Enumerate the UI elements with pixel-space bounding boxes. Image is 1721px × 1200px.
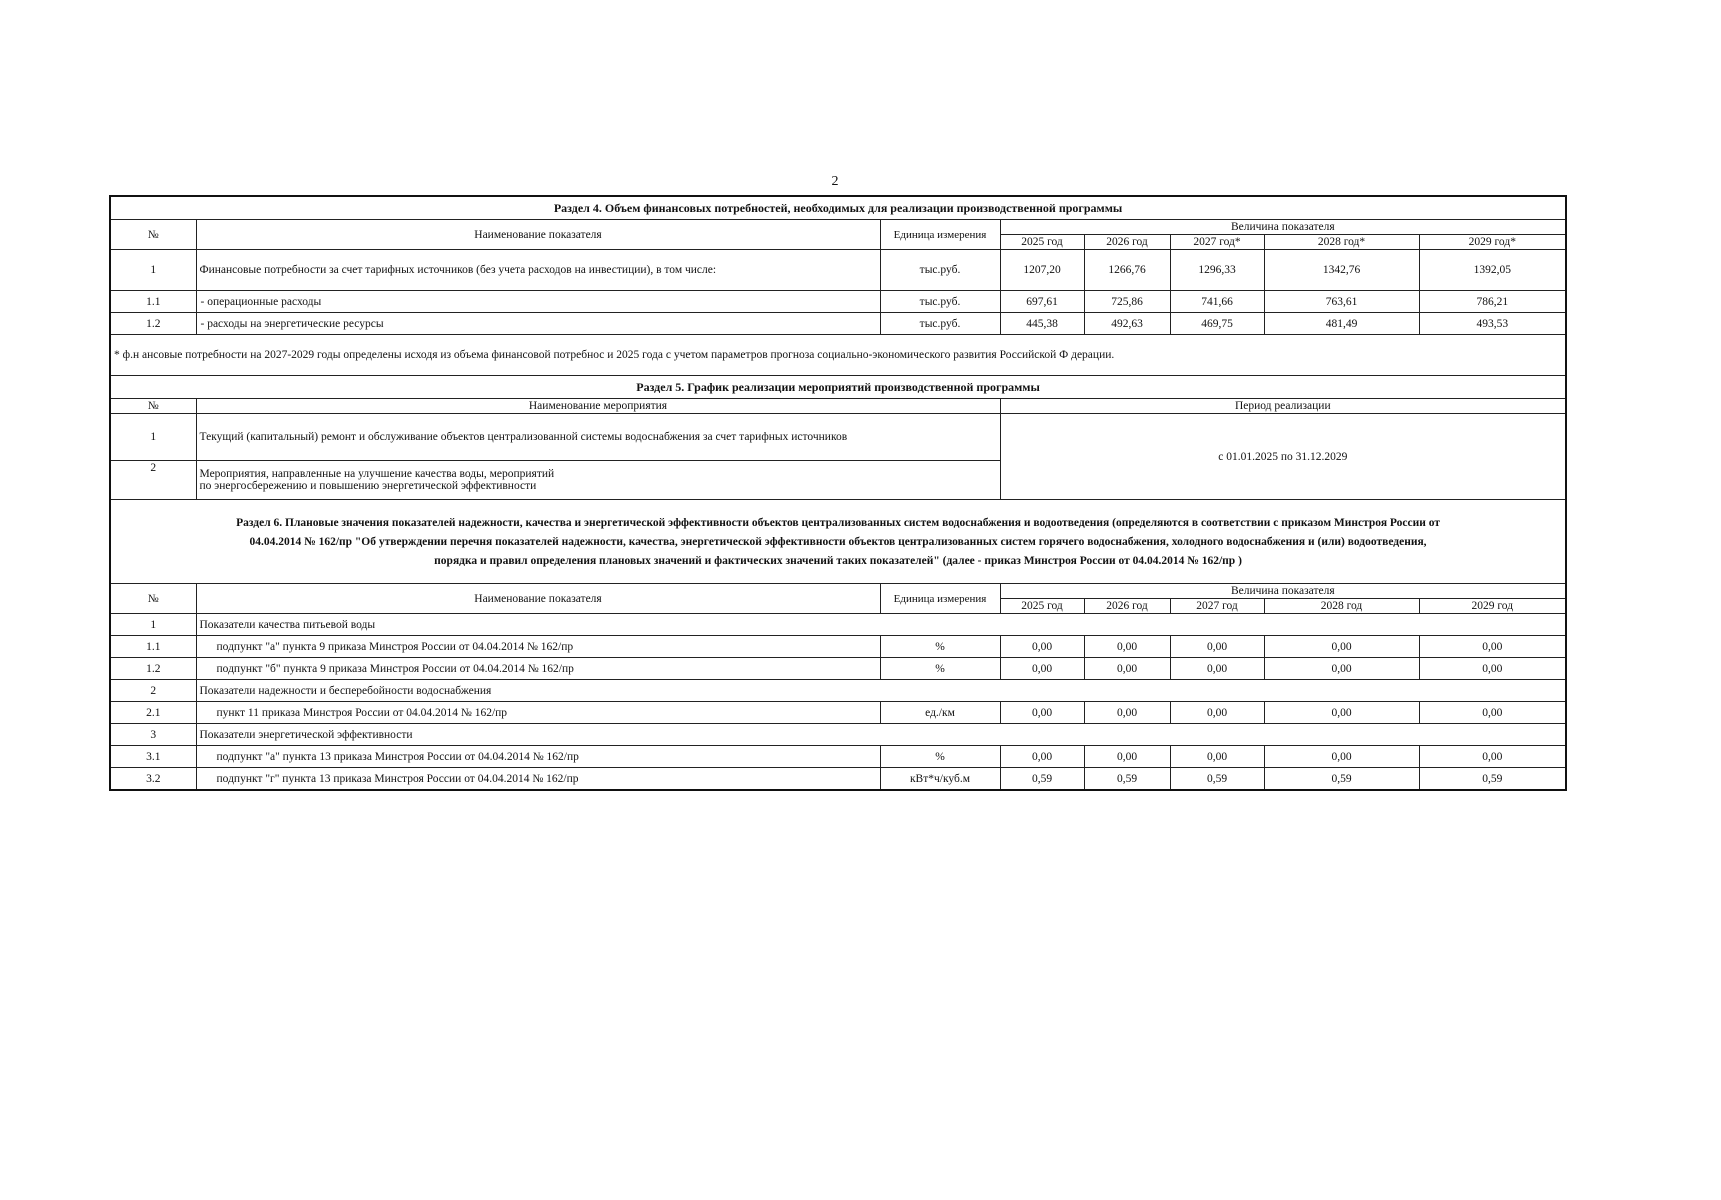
year-header: 2025 год: [1000, 235, 1084, 250]
row-value: 469,75: [1170, 313, 1264, 335]
group-row: [110, 724, 1566, 746]
group-name: Показатели надежности и бесперебойности водоснабжения: [196, 680, 1566, 702]
event-name-line: Мероприятия, направленные на улучшение качества воды, мероприятий: [199, 468, 555, 480]
group-row: [110, 680, 1566, 702]
row-num: 1.2: [110, 313, 196, 335]
row-value: 1296,33: [1170, 250, 1264, 291]
section6-title-line: Раздел 6. Плановые значения показателей надежности, качества и энергетической эффективности объектов централизованных систем водоснабжения и водоотведения (определяются в соответствии с приказом Минстроя России от: [236, 517, 1440, 529]
row-value: 0,00: [1170, 702, 1264, 724]
row-value: 0,00: [1170, 746, 1264, 768]
row-unit: кВт*ч/куб.м: [880, 768, 1000, 791]
row-name: подпункт "а" пункта 13 приказа Минстроя России от 04.04.2014 № 162/пр: [196, 746, 880, 768]
row-value: 0,00: [1000, 746, 1084, 768]
year-header: 2027 год*: [1170, 235, 1264, 250]
row-name: - расходы на энергетические ресурсы: [196, 313, 880, 335]
row-num: 3.1: [110, 746, 196, 768]
row-name: подпункт "а" пункта 9 приказа Минстроя России от 04.04.2014 № 162/пр: [196, 636, 880, 658]
row-unit: ед./км: [880, 702, 1000, 724]
row-num: 3.2: [110, 768, 196, 791]
row-value: 0,59: [1084, 768, 1170, 791]
row-unit: тыс.руб.: [880, 313, 1000, 335]
row-value: 0,00: [1264, 636, 1419, 658]
event-name: Текущий (капитальный) ремонт и обслуживание объектов централизованной системы водоснабжения за счет тарифных источников: [196, 414, 1000, 461]
row-name: подпункт "г" пункта 13 приказа Минстроя России от 04.04.2014 № 162/пр: [196, 768, 880, 791]
row-value: 741,66: [1170, 291, 1264, 313]
group-num: 3: [110, 724, 196, 746]
row-value: 0,00: [1170, 636, 1264, 658]
table-row: [110, 250, 1566, 291]
section6-title-line: порядка и правил определения плановых значений и фактических значений таких показателей" (далее - приказ Минстроя России от 04.04.2014 № 162/пр ): [434, 555, 1242, 567]
row-value: 0,59: [1419, 768, 1566, 791]
row-value: 493,53: [1419, 313, 1566, 335]
row-unit: %: [880, 746, 1000, 768]
year-header: 2026 год: [1084, 599, 1170, 614]
row-value: 0,59: [1264, 768, 1419, 791]
section4-footnote: * ф.н ансовые потребности на 2027-2029 годы определены исходя из объема финансовой потребнос и 2025 года с учетом параметров прогноза социально-экономического развития Российской Ф дерации.: [110, 335, 1566, 376]
table-row: [110, 702, 1566, 724]
year-header: 2029 год*: [1419, 235, 1566, 250]
table-row: [110, 658, 1566, 680]
col-unit-header: Единица измерения: [880, 584, 1000, 614]
col-num-header: №: [110, 584, 196, 614]
group-name: Показатели качества питьевой воды: [196, 614, 1566, 636]
row-value: 0,00: [1084, 746, 1170, 768]
year-header: 2028 год*: [1264, 235, 1419, 250]
table-row: [110, 313, 1566, 335]
year-header: 2027 год: [1170, 599, 1264, 614]
table-row: [110, 746, 1566, 768]
period-value: с 01.01.2025 по 31.12.2029: [1000, 414, 1566, 500]
table-row: [110, 636, 1566, 658]
group-num: 1: [110, 614, 196, 636]
row-value: 1342,76: [1264, 250, 1419, 291]
table-row: [110, 291, 1566, 313]
col-period-header: Период реализации: [1000, 399, 1566, 414]
page-number: 2: [831, 174, 839, 189]
row-unit: тыс.руб.: [880, 291, 1000, 313]
row-value: 0,00: [1000, 636, 1084, 658]
event-name: [196, 461, 1000, 500]
row-value: 1266,76: [1084, 250, 1170, 291]
row-name: пункт 11 приказа Минстроя России от 04.04.2014 № 162/пр: [196, 702, 880, 724]
col-value-header: Величина показателя: [1000, 584, 1566, 599]
year-header: 2028 год: [1264, 599, 1419, 614]
row-value: 0,00: [1419, 702, 1566, 724]
section6-title-line: 04.04.2014 № 162/пр "Об утверждении перечня показателей надежности, качества, энергетической эффективности объектов централизованных систем горячего водоснабжения, холодного водоснабжения и (или) водоотведения,: [249, 536, 1427, 548]
section5-header-row: [110, 399, 1566, 414]
row-value: 0,00: [1000, 702, 1084, 724]
col-num-header: №: [110, 399, 196, 414]
row-value: 0,00: [1170, 658, 1264, 680]
row-value: 0,59: [1000, 768, 1084, 791]
row-name: - операционные расходы: [196, 291, 880, 313]
row-num: 1.1: [110, 291, 196, 313]
col-name-header: Наименование показателя: [196, 584, 880, 614]
col-num-header: №: [110, 220, 196, 250]
section6-header-row: [110, 584, 1566, 599]
section4-title: Раздел 4. Объем финансовых потребностей, необходимых для реализации производственной программы: [110, 196, 1566, 220]
row-value: 0,00: [1000, 658, 1084, 680]
col-value-header: Величина показателя: [1000, 220, 1566, 235]
row-value: 0,59: [1170, 768, 1264, 791]
main-table: [109, 195, 1567, 791]
group-row: [110, 614, 1566, 636]
row-value: 786,21: [1419, 291, 1566, 313]
year-header: 2029 год: [1419, 599, 1566, 614]
year-header: 2025 год: [1000, 599, 1084, 614]
row-value: 0,00: [1084, 702, 1170, 724]
row-name: подпункт "б" пункта 9 приказа Минстроя России от 04.04.2014 № 162/пр: [196, 658, 880, 680]
row-value: 0,00: [1264, 658, 1419, 680]
row-value: 763,61: [1264, 291, 1419, 313]
col-name-header: Наименование показателя: [196, 220, 880, 250]
row-num: 1.2: [110, 658, 196, 680]
row-value: 481,49: [1264, 313, 1419, 335]
row-num: 1: [110, 414, 196, 461]
row-value: 0,00: [1264, 746, 1419, 768]
section5-title: Раздел 5. График реализации мероприятий производственной программы: [110, 376, 1566, 399]
year-header: 2026 год: [1084, 235, 1170, 250]
row-value: 1392,05: [1419, 250, 1566, 291]
row-value: 0,00: [1084, 636, 1170, 658]
row-value: 445,38: [1000, 313, 1084, 335]
group-name: Показатели энергетической эффективности: [196, 724, 1566, 746]
table-row: [110, 414, 1566, 461]
row-num: 1.1: [110, 636, 196, 658]
row-name: Финансовые потребности за счет тарифных источников (без учета расходов на инвестиции), в том числе:: [196, 250, 880, 291]
row-value: 492,63: [1084, 313, 1170, 335]
row-num: 2: [110, 461, 196, 500]
group-num: 2: [110, 680, 196, 702]
col-unit-header: Единица измерения: [880, 220, 1000, 250]
row-value: 0,00: [1419, 658, 1566, 680]
row-num: 2.1: [110, 702, 196, 724]
row-value: 697,61: [1000, 291, 1084, 313]
row-unit: тыс.руб.: [880, 250, 1000, 291]
row-value: 0,00: [1084, 658, 1170, 680]
row-num: 1: [110, 250, 196, 291]
document-sheet: [109, 195, 1565, 791]
event-name-line: по энергосбережению и повышению энергетической эффективности: [199, 480, 537, 492]
row-unit: %: [880, 658, 1000, 680]
col-event-header: Наименование мероприятия: [196, 399, 1000, 414]
row-value: 0,00: [1419, 746, 1566, 768]
row-value: 1207,20: [1000, 250, 1084, 291]
row-value: 725,86: [1084, 291, 1170, 313]
section6-title: [110, 500, 1566, 584]
row-value: 0,00: [1419, 636, 1566, 658]
section4-header-row: [110, 220, 1566, 235]
table-row: [110, 768, 1566, 791]
row-unit: %: [880, 636, 1000, 658]
row-value: 0,00: [1264, 702, 1419, 724]
